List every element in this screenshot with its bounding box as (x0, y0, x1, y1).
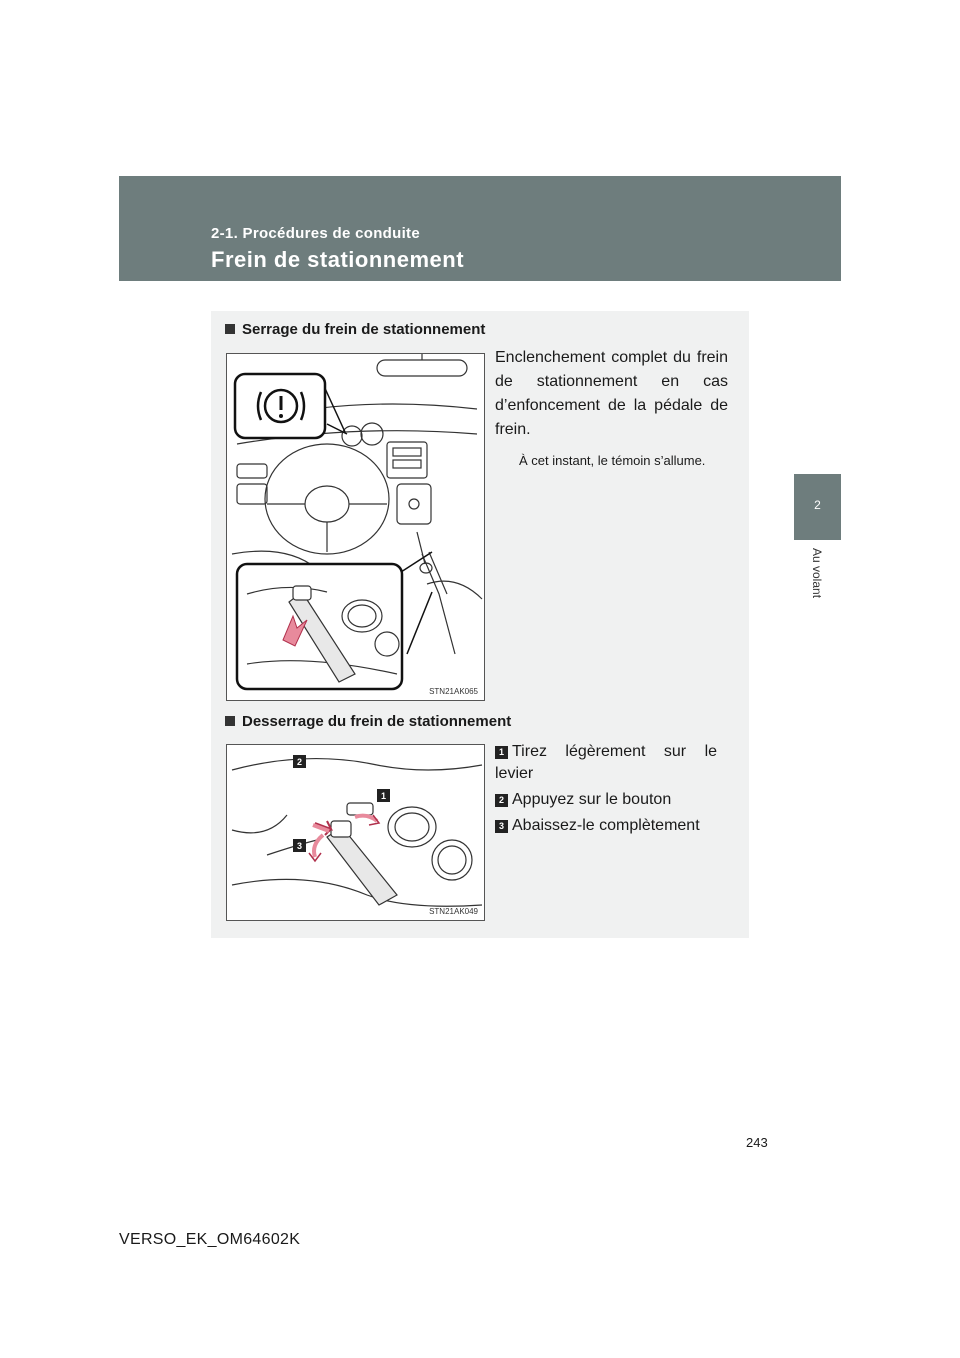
release-step-3 (495, 815, 728, 837)
chapter-tab (794, 474, 841, 540)
step-number: 2 (495, 794, 508, 807)
page-title: Frein de stationnement (211, 247, 465, 272)
page-number: 243 (746, 1135, 768, 1150)
step-text: Tirez légèrement sur le levier (495, 743, 718, 782)
figure-apply-parking-brake (226, 353, 485, 701)
square-bullet-icon (225, 324, 235, 334)
callout-2: 2 (296, 757, 303, 767)
chapter-tab-label: Au volant (810, 548, 824, 599)
release-step-1 (495, 741, 728, 785)
car-interior-illustration (227, 354, 484, 700)
section-label: 2-1. Procédures de conduite (211, 225, 420, 242)
chapter-number: 2 (814, 498, 821, 512)
square-bullet-icon (225, 716, 235, 726)
section-heading-apply: Serrage du frein de stationnement (225, 321, 485, 338)
callout-3: 3 (296, 841, 303, 851)
step-number: 3 (495, 820, 508, 833)
handbrake-illustration (227, 745, 484, 920)
apply-description: Enclenchement complet du frein de stationnement en cas d’enfoncement de la pédale de frein. (495, 349, 728, 438)
figure-code: STN21AK049 (429, 907, 478, 916)
step-text: Abaissez-le complètement (512, 817, 700, 834)
step-text: Appuyez sur le bouton (512, 791, 672, 808)
apply-note: À cet instant, le témoin s’allume. (519, 453, 706, 468)
release-step-2 (495, 789, 728, 811)
figure-release-parking-brake (226, 744, 485, 921)
step-number: 1 (495, 746, 508, 759)
section-heading-release: Desserrage du frein de stationnement (225, 713, 511, 730)
figure-code: STN21AK065 (429, 687, 478, 696)
document-code: VERSO_EK_OM64602K (119, 1231, 301, 1248)
chapter-header (119, 176, 841, 281)
callout-1: 1 (380, 791, 387, 801)
